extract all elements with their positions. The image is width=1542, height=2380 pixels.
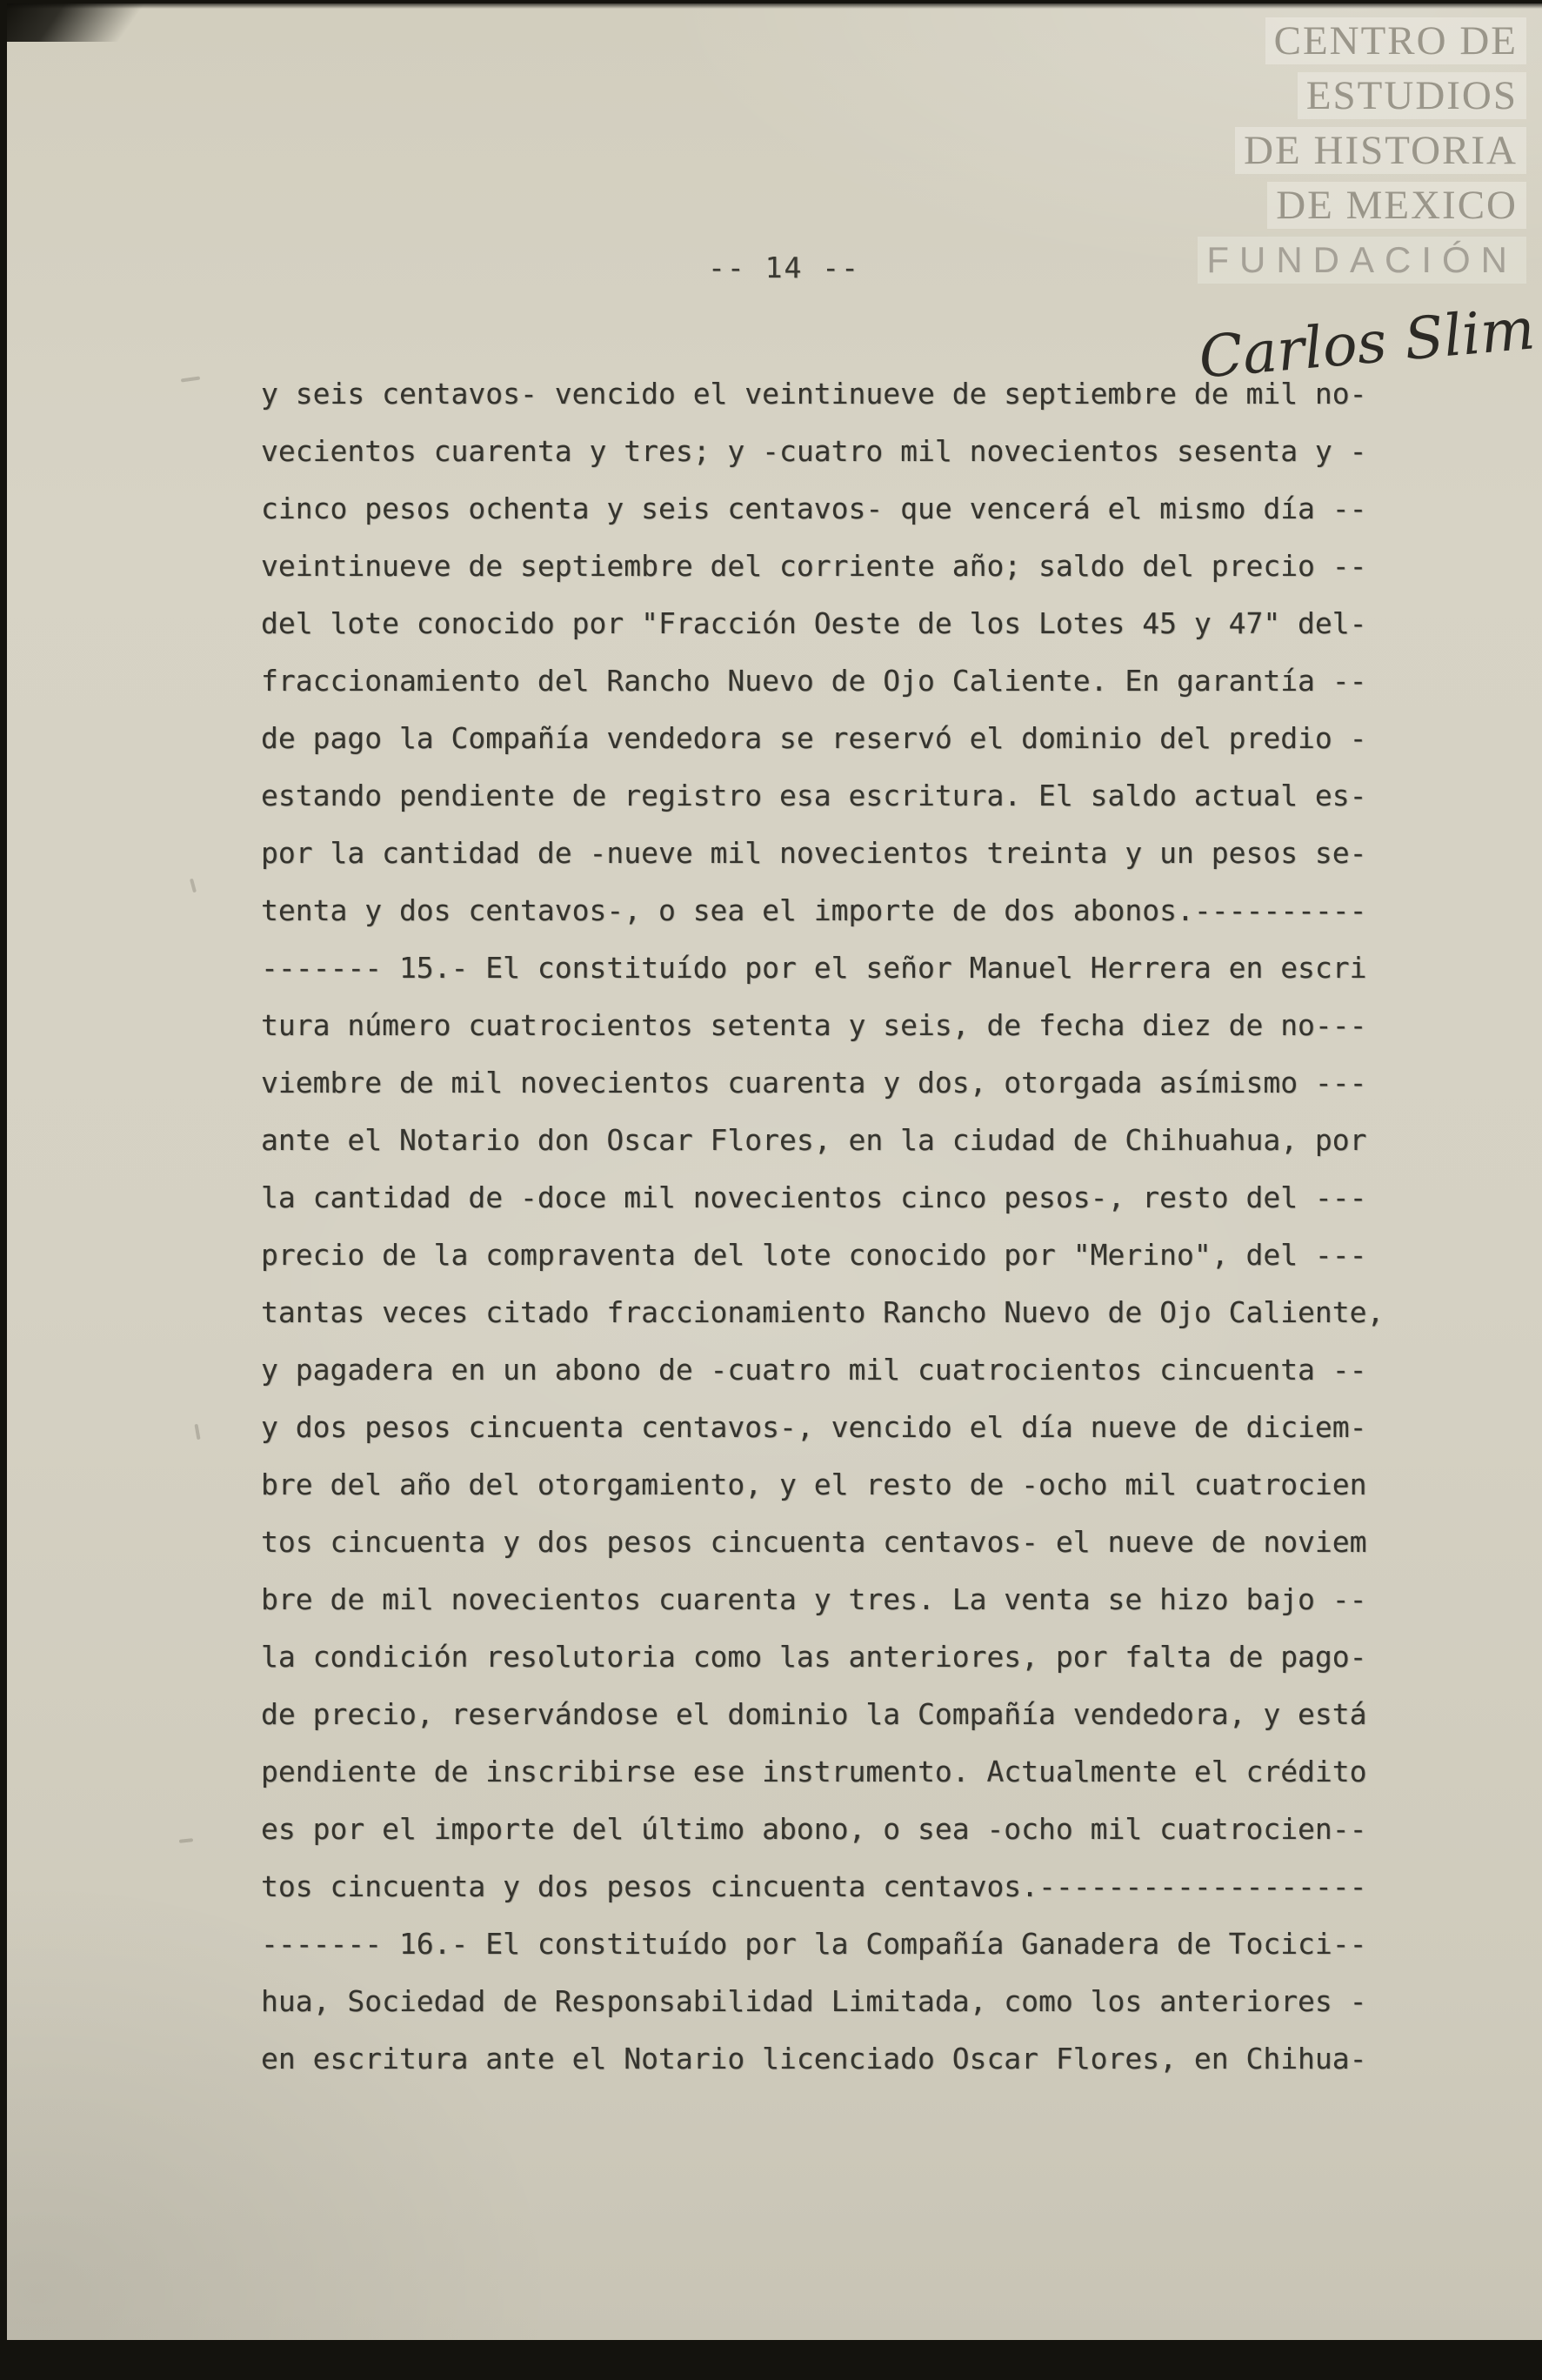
text-line: pendiente de inscribirse ese instrumento. Actualmente el crédito	[261, 1755, 1367, 1788]
handwritten-signature: Carlos Slim	[1196, 295, 1538, 391]
text-line: y seis centavos- vencido el veintinueve de septiembre de mil no-	[261, 377, 1367, 411]
archive-watermark	[1198, 17, 1526, 284]
text-line: tos cincuenta y dos pesos cincuenta centavos.-------------------	[261, 1869, 1367, 1903]
text-line: la cantidad de -doce mil novecientos cinco pesos-, resto del ---	[261, 1180, 1367, 1214]
text-line: fraccionamiento del Rancho Nuevo de Ojo Caliente. En garantía --	[261, 664, 1367, 698]
scan-artifact	[181, 376, 200, 382]
text-line: hua, Sociedad de Responsabilidad Limitada, como los anteriores -	[261, 1984, 1367, 2018]
text-line: precio de la compraventa del lote conocido por "Merino", del ---	[261, 1238, 1367, 1272]
scan-artifact	[194, 1424, 200, 1440]
watermark-line: ESTUDIOS	[1298, 72, 1526, 119]
text-line: estando pendiente de registro esa escritura. El saldo actual es-	[261, 779, 1367, 812]
watermark-line: DE MEXICO	[1267, 182, 1526, 229]
scan-artifact	[190, 879, 197, 892]
scan-corner-shadow	[7, 3, 172, 42]
text-line: ------- 15.- El constituído por el señor Manuel Herrera en escri	[261, 951, 1367, 985]
text-line: tura número cuatrocientos setenta y seis, de fecha diez de no---	[261, 1008, 1367, 1042]
text-line: de precio, reservándose el dominio la Compañía vendedora, y está	[261, 1697, 1367, 1731]
scanned-paper	[7, 3, 1542, 2340]
scan-artifact	[179, 1838, 193, 1843]
text-line: de pago la Compañía vendedora se reservó el dominio del predio -	[261, 721, 1367, 755]
text-line: vecientos cuarenta y tres; y -cuatro mil novecientos sesenta y -	[261, 434, 1367, 468]
text-line: ante el Notario don Oscar Flores, en la ciudad de Chihuahua, por	[261, 1123, 1367, 1157]
text-line: del lote conocido por "Fracción Oeste de los Lotes 45 y 47" del-	[261, 606, 1367, 640]
document-body	[261, 365, 1479, 2088]
watermark-line: DE HISTORIA	[1235, 127, 1526, 174]
watermark-line: CENTRO DE	[1265, 17, 1526, 64]
text-line: tantas veces citado fraccionamiento Rancho Nuevo de Ojo Caliente,	[261, 1295, 1385, 1329]
text-line: en escritura ante el Notario licenciado Oscar Flores, en Chihua-	[261, 2042, 1367, 2076]
text-line: ------- 16.- El constituído por la Compañía Ganadera de Tocici--	[261, 1927, 1367, 1961]
text-line: es por el importe del último abono, o sea -ocho mil cuatrocien--	[261, 1812, 1367, 1846]
page-number: -- 14 --	[708, 251, 860, 284]
text-line: bre del año del otorgamiento, y el resto de -ocho mil cuatrocien	[261, 1467, 1367, 1501]
text-line: por la cantidad de -nueve mil novecientos treinta y un pesos se-	[261, 836, 1367, 870]
text-line: tenta y dos centavos-, o sea el importe de dos abonos.----------	[261, 893, 1367, 927]
text-line: tos cincuenta y dos pesos cincuenta centavos- el nueve de noviem	[261, 1525, 1367, 1559]
text-line: veintinueve de septiembre del corriente año; saldo del precio --	[261, 549, 1367, 583]
text-line: y pagadera en un abono de -cuatro mil cuatrocientos cincuenta --	[261, 1353, 1367, 1387]
text-line: bre de mil novecientos cuarenta y tres. La venta se hizo bajo --	[261, 1582, 1367, 1616]
text-line: la condición resolutoria como las anteriores, por falta de pago-	[261, 1640, 1367, 1674]
watermark-line: FUNDACIÓN	[1198, 237, 1526, 284]
scan-top-edge-shadow	[7, 3, 1542, 9]
text-line: viembre de mil novecientos cuarenta y dos, otorgada asímismo ---	[261, 1066, 1367, 1100]
text-line: cinco pesos ochenta y seis centavos- que vencerá el mismo día --	[261, 491, 1367, 525]
text-line: y dos pesos cincuenta centavos-, vencido el día nueve de diciem-	[261, 1410, 1367, 1444]
